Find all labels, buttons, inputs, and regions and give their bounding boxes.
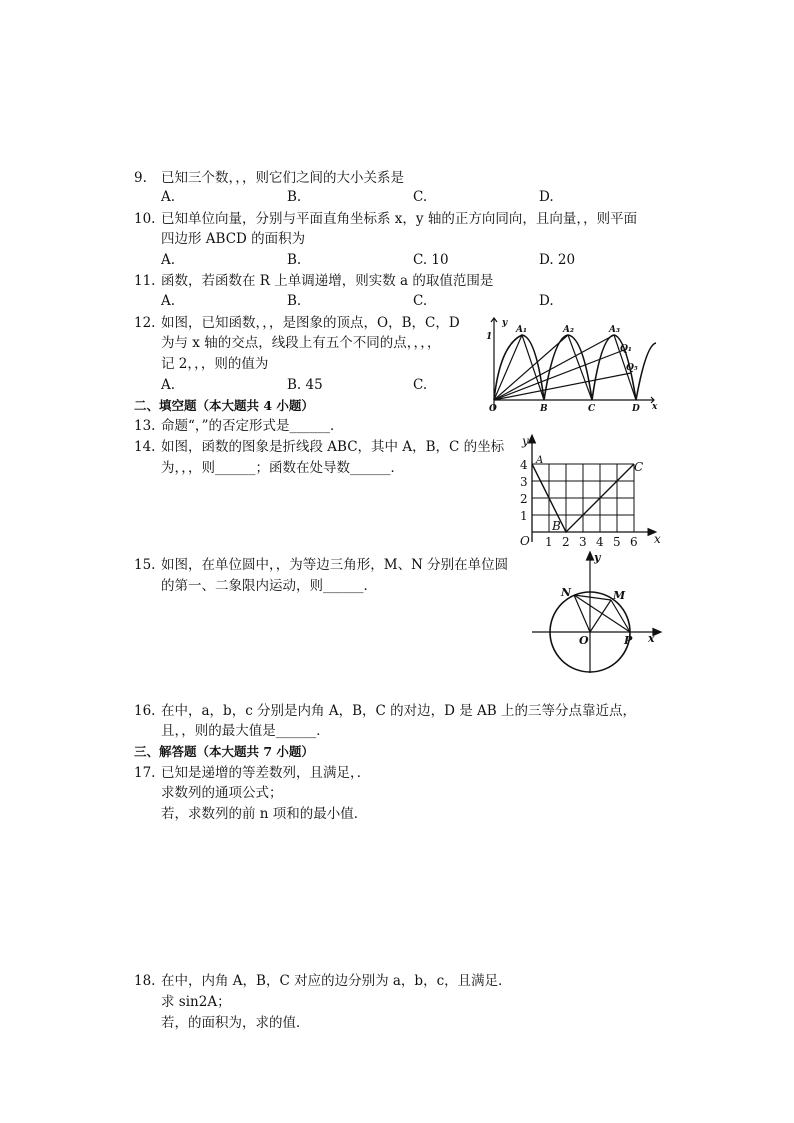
q14-text-line2: 为，，，则______；函数在处导数______． [161, 460, 404, 476]
label-o: O [489, 404, 497, 414]
q9-text: 已知三个数，，，则它们之间的大小关系是 [161, 170, 404, 186]
section-fill-in-title: 二、填空题（本大题共 4 小题） [134, 398, 314, 413]
y-tick-1: 1 [520, 509, 528, 523]
q10-option-b: B. [287, 252, 302, 268]
q9-option-a: A. [161, 189, 176, 205]
label-d: D [632, 404, 640, 414]
label-p: P [624, 634, 633, 647]
q9-number: 9. [134, 170, 147, 186]
label-m: M [613, 589, 626, 602]
label-q1: Q₁ [620, 344, 632, 354]
q15-number: 15. [134, 557, 156, 573]
q12-option-a: A. [161, 377, 176, 393]
x-tick-4: 4 [596, 535, 604, 549]
segment-oq5 [494, 373, 631, 400]
q15-text-line2: 的第一、二象限内运动，则______． [161, 578, 377, 594]
y-tick-4: 4 [520, 458, 528, 472]
q17-text-line2: 求数列的通项公式； [161, 785, 283, 801]
q14-figure [510, 432, 670, 550]
q15-text-line1: 如图，在单位圆中，，为等边三角形，M、N 分别在单位圆 [161, 557, 509, 573]
label-a2: A₂ [563, 325, 574, 335]
q11-text: 函数，若函数在 R 上单调递增，则实数 a 的取值范围是 [161, 273, 494, 289]
label-q5: Q₅ [626, 363, 638, 373]
q15-figure [528, 548, 664, 678]
q13-number: 13. [134, 418, 156, 434]
y-arrow-icon [529, 435, 536, 443]
segment-oq1 [494, 350, 624, 400]
q16-text-line2: 且，，则的最大值是______． [161, 723, 330, 739]
label-c: C [588, 404, 596, 414]
y-arrow-icon [587, 552, 594, 560]
q10-number: 10. [134, 211, 156, 227]
label-x: x [654, 532, 661, 546]
x-tick-6: 6 [630, 535, 638, 549]
q12-option-c: C. [413, 377, 428, 393]
y-tick-3: 3 [520, 475, 528, 489]
q10-option-d: D. 20 [539, 252, 576, 268]
q9-option-c: C. [413, 189, 428, 205]
segment-om [590, 600, 611, 632]
q17-number: 17. [134, 765, 156, 781]
q16-number: 16. [134, 703, 156, 719]
q12-figure [486, 315, 661, 415]
q14-text-line1: 如图，函数的图象是折线段 ABC，其中 A，B，C 的坐标 [161, 439, 505, 455]
q11-number: 11. [134, 273, 156, 289]
label-y: y [502, 318, 508, 328]
q18-number: 18. [134, 973, 156, 989]
q9-option-b: B. [287, 189, 302, 205]
q18-text-line3: 若，的面积为，求的值． [161, 1015, 310, 1031]
x-tick-5: 5 [613, 535, 621, 549]
q17-text-line3: 若，求数列的前 n 项和的最小值． [161, 806, 368, 822]
label-1: 1 [486, 332, 493, 342]
q12-text-line1: 如图，已知函数，，，是图象的顶点，O，B，C，D [161, 315, 460, 331]
x-tick-2: 2 [562, 535, 570, 549]
q11-option-d: D. [539, 293, 554, 309]
x-tick-1: 1 [545, 535, 553, 549]
q12-text-line2: 为与 x 轴的交点，线段上有五个不同的点，，，， [161, 335, 441, 351]
grid [532, 464, 634, 532]
q11-option-c: C. [413, 293, 428, 309]
q10-option-a: A. [161, 252, 176, 268]
label-o: O [520, 534, 530, 548]
segment-oa3 [494, 335, 614, 400]
label-a1: A₁ [516, 325, 527, 335]
q10-text-line2: 四边形 ABCD 的面积为 [161, 231, 306, 247]
label-o: O [579, 634, 589, 647]
y-tick-2: 2 [520, 492, 528, 506]
label-n: N [561, 586, 572, 599]
q12-number: 12. [134, 315, 156, 331]
q12-text-line3: 记 2，，，则的值为 [161, 356, 269, 372]
q16-text-line1: 在中，a，b，c 分别是内角 A，B，C 的对边，D 是 AB 上的三等分点靠近点， [161, 703, 636, 719]
label-y: y [522, 434, 529, 448]
q9-option-d: D. [539, 189, 554, 205]
label-b: B [540, 404, 548, 414]
label-a3: A₃ [609, 325, 620, 335]
q17-text-line1: 已知是递增的等差数列，且满足，． [161, 765, 371, 781]
q11-option-b: B. [287, 293, 302, 309]
q13-text: 命题“，”的否定形式是______． [161, 418, 344, 434]
q18-text-line1: 在中，内角 A，B，C 对应的边分别为 a，b，c，且满足． [161, 973, 512, 989]
q12-option-b: B. 45 [287, 377, 323, 393]
label-x: x [652, 402, 658, 412]
section-answer-title: 三、解答题（本大题共 7 小题） [134, 744, 314, 759]
x-tick-3: 3 [579, 535, 587, 549]
label-b: B [552, 519, 561, 533]
label-c: C [634, 460, 644, 474]
q18-text-line2: 求 sin2A； [161, 994, 231, 1010]
q10-text-line1: 已知单位向量，分别与平面直角坐标系 x，y 轴的正方向同向，且向量，，则平面 [161, 211, 638, 227]
label-y: y [594, 551, 601, 564]
label-a: A [536, 455, 544, 466]
q14-number: 14. [134, 439, 156, 455]
q10-option-c: C. 10 [413, 252, 449, 268]
q11-option-a: A. [161, 293, 176, 309]
label-x: x [648, 632, 655, 645]
